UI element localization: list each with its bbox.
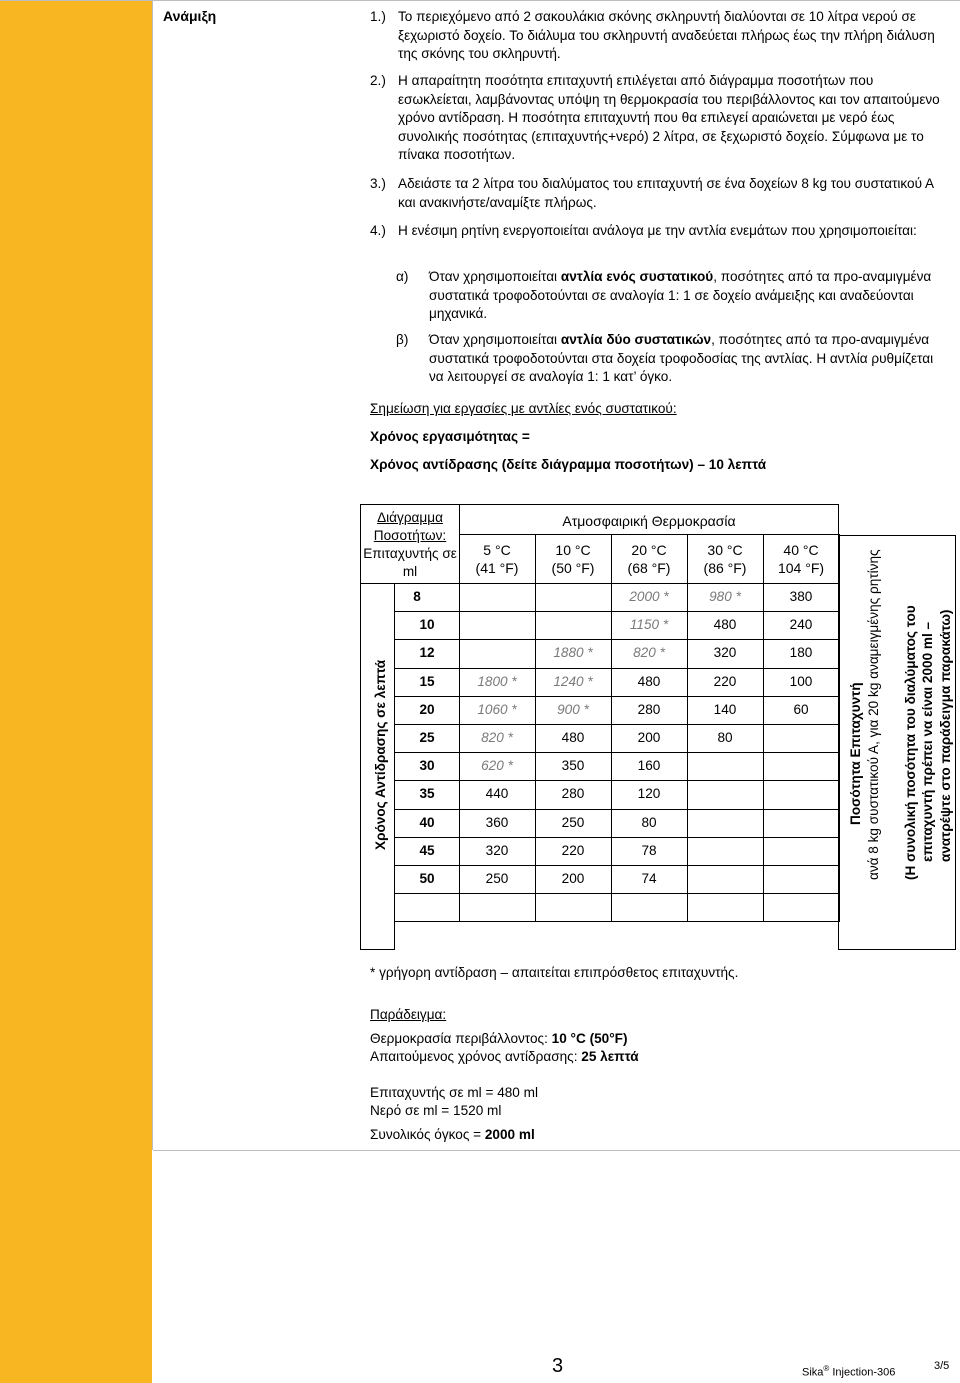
step-4 xyxy=(370,222,945,241)
temp-fahrenheit: (50 °F) xyxy=(551,560,595,576)
dosage-value: 350 xyxy=(561,758,585,773)
dosage-value: 180 xyxy=(789,645,813,660)
dosage-value: 160 xyxy=(637,758,661,773)
reaction-time: 30 xyxy=(419,758,435,773)
dosage-value: 2000 * xyxy=(629,589,669,604)
step-text: Η ενέσιμη ρητίνη ενεργοποιείται ανάλογα με την αντλία ενεμάτων που χρησιμοποιείται: xyxy=(398,223,917,238)
dosage-value: 1150 * xyxy=(629,617,669,632)
step-number: 1.) xyxy=(370,9,386,24)
option-label: α) xyxy=(396,269,409,284)
right-label-normal: ανά 8 kg συστατικού Α, για 20 kg αναμειγμένης ρητίνης xyxy=(866,549,881,880)
right-label-note-3: ανατρέψτε στο παράδειγμα παρακάτω) xyxy=(938,609,953,862)
dosage-cell xyxy=(459,893,536,922)
step-1 xyxy=(370,8,945,64)
dosage-cell xyxy=(535,611,612,640)
dosage-cell xyxy=(763,752,840,781)
dosage-value: 320 xyxy=(713,645,737,660)
step-text: Αδειάστε τα 2 λίτρα του διαλύματος του επιταχυντή σε ένα δοχείων 8 kg του συστατικού Α και ανακινήστε/αναμίξτε πλήρως. xyxy=(398,176,934,210)
step-2 xyxy=(370,72,945,165)
corner-subtitle: Επιταχυντής σε ml xyxy=(363,546,457,579)
dosage-value: 250 xyxy=(485,871,509,886)
note-line-1: Χρόνος εργασιμότητας = xyxy=(370,429,530,444)
temp-fahrenheit: (41 °F) xyxy=(475,560,519,576)
example-time: Απαιτούμενος χρόνος αντίδρασης: 25 λεπτά xyxy=(370,1049,639,1064)
example-temp: Θερμοκρασία περιβάλλοντος: 10 °C (50°F) xyxy=(370,1031,628,1046)
dosage-value: 320 xyxy=(485,843,509,858)
reaction-time: 12 xyxy=(419,645,435,660)
footer-product: Sika® Injection-306 xyxy=(802,1364,896,1379)
dosage-value: 1060 * xyxy=(477,702,517,717)
dosage-cell xyxy=(763,893,840,922)
chart-title: Διάγραμμα Ποσοτήτων: xyxy=(373,510,447,543)
reaction-time: 35 xyxy=(419,786,435,801)
reaction-time: 8 xyxy=(413,589,421,604)
dosage-value: 820 * xyxy=(633,645,665,660)
dosage-value: 140 xyxy=(713,702,737,717)
section-title: Ανάμιξη xyxy=(163,8,217,24)
dosage-value: 1240 * xyxy=(553,674,593,689)
dosage-value: 200 xyxy=(637,730,661,745)
dosage-value: 80 xyxy=(641,815,657,830)
dosage-value: 60 xyxy=(793,702,809,717)
dosage-value: 220 xyxy=(713,674,737,689)
dosage-value: 380 xyxy=(789,589,813,604)
temp-celsius: 30 °C xyxy=(707,542,743,558)
right-label-note-2: επιταχυντή πρέπει να είναι 2000 ml – xyxy=(920,621,935,862)
dosage-cell xyxy=(687,837,764,866)
dosage-cell xyxy=(687,865,764,894)
reaction-time: 50 xyxy=(419,871,435,886)
dosage-value: 1800 * xyxy=(477,674,517,689)
dosage-cell xyxy=(687,893,764,922)
row-axis-label: Χρόνος Αντίδρασης σε λεπτά xyxy=(373,659,388,850)
dosage-cell xyxy=(459,583,536,612)
dosage-cell xyxy=(687,752,764,781)
reaction-time: 15 xyxy=(419,674,435,689)
dosage-cell xyxy=(535,893,612,922)
dosage-value: 280 xyxy=(637,702,661,717)
step-number: 2.) xyxy=(370,73,386,88)
temp-group-label: Ατμοσφαιρική Θερμοκρασία xyxy=(562,513,736,529)
option-label: β) xyxy=(396,332,409,347)
temp-celsius: 10 °C xyxy=(555,542,591,558)
left-color-bar xyxy=(0,0,152,1383)
dosage-cell xyxy=(763,780,840,810)
dosage-cell xyxy=(459,639,536,669)
option-text: Όταν χρησιμοποιείται αντλία ενός συστατικού, ποσότητες από τα προ-αναμιγμένα συστατικά τροφοδοτούνται σε αναλογία 1: 1 σε δοχείο ανάμειξης και αναδεύονται μηχανικά. xyxy=(429,269,932,321)
dosage-value: 220 xyxy=(561,843,585,858)
dosage-value: 250 xyxy=(561,815,585,830)
example-total: Συνολικός όγκος = 2000 ml xyxy=(370,1127,535,1142)
dosage-value: 480 xyxy=(713,617,737,632)
dosage-value: 74 xyxy=(641,871,657,886)
dosage-value: 900 * xyxy=(557,702,589,717)
column-divider xyxy=(152,0,153,1150)
option-a xyxy=(396,268,946,324)
step-number: 3.) xyxy=(370,176,386,191)
dosage-value: 1880 * xyxy=(553,645,593,660)
dosage-value: 120 xyxy=(637,786,661,801)
step-text: Το περιεχόμενο από 2 σακουλάκια σκόνης σκληρυντή διαλύονται σε 10 λίτρα νερού σε ξεχωριστό δοχείο. Το διάλυμα του σκληρυντή αναδεύεται πλήρως έως την πλήρη διάλυση της σκόνης του σκληρυντή. xyxy=(398,9,935,61)
dosage-value: 240 xyxy=(789,617,813,632)
reaction-time: 40 xyxy=(419,815,435,830)
temp-celsius: 40 °C xyxy=(783,542,819,558)
page-number: 3 xyxy=(552,1355,564,1377)
dosage-cell xyxy=(763,865,840,894)
temp-fahrenheit: (68 °F) xyxy=(627,560,671,576)
dosage-value: 78 xyxy=(641,843,657,858)
right-label-bold: Ποσότητα Επιταχυντή xyxy=(848,682,863,825)
option-text: Όταν χρησιμοποιείται αντλία δύο συστατικών, ποσότητες από τα προ-αναμιγμένα συστατικά τροφοδοτούνται στα δοχεία τροφοδοσίας της αντλίας. Η αντλία ρυθμίζεται να λειτουργεί σε αναλογία 1: 1 κατ’ όγκο. xyxy=(429,332,934,384)
dosage-value: 200 xyxy=(561,871,585,886)
example-accelerator: Επιταχυντής σε ml = 480 ml xyxy=(370,1085,538,1100)
example-heading: Παράδειγμα: xyxy=(370,1007,447,1022)
dosage-value: 480 xyxy=(561,730,585,745)
temp-celsius: 20 °C xyxy=(631,542,667,558)
reaction-time: 25 xyxy=(419,730,435,745)
note-line-2: Χρόνος αντίδρασης (δείτε διάγραμμα ποσοτήτων) – 10 λεπτά xyxy=(370,457,767,472)
reaction-time: 45 xyxy=(419,843,435,858)
step-text: Η απαραίτητη ποσότητα επιταχυντή επιλέγεται από διάγραμμα ποσοτήτων που εσωκλείεται, λαμβάνοντας υπόψη τη θερμοκρασία του περιβάλλοντος και τον απαιτούμενο χρόνο αντίδραση. Η ποσότητα επιταχυντή που θα επιλεγεί αραιώνεται με νερό έως συνολικής ποσότητας (επιταχυντής+νερό) 2 λίτρα, σε ξεχωριστό δοχείο. Σύμφωνα με το πίνακα ποσοτήτων. xyxy=(398,73,940,162)
dosage-value: 80 xyxy=(717,730,733,745)
dosage-cell xyxy=(611,893,688,922)
step-number: 4.) xyxy=(370,223,386,238)
dosage-value: 480 xyxy=(637,674,661,689)
dosage-cell xyxy=(763,837,840,866)
dosage-cell xyxy=(763,809,840,838)
dosage-value: 620 * xyxy=(481,758,513,773)
dosage-cell xyxy=(535,583,612,612)
step-3 xyxy=(370,175,945,212)
temp-fahrenheit: (86 °F) xyxy=(703,560,747,576)
right-label-note-1: (Η συνολική ποσότητα του διαλύματος του xyxy=(903,605,918,880)
dosage-value: 820 * xyxy=(481,730,513,745)
example-water: Νερό σε ml = 1520 ml xyxy=(370,1103,502,1118)
option-b xyxy=(396,331,946,387)
dosage-value: 280 xyxy=(561,786,585,801)
temp-celsius: 5 °C xyxy=(483,542,511,558)
dosage-cell xyxy=(459,611,536,640)
dosage-value: 440 xyxy=(485,786,509,801)
dosage-value: 360 xyxy=(485,815,509,830)
time-cell xyxy=(394,893,460,922)
top-rule xyxy=(0,0,960,1)
footnote: * γρήγορη αντίδραση – απαιτείται επιπρόσθετος επιταχυντής. xyxy=(370,965,739,980)
dosage-value: 100 xyxy=(789,674,813,689)
note-heading: Σημείωση για εργασίες με αντλίες ενός συστατικού: xyxy=(370,401,677,416)
bottom-rule xyxy=(153,1150,960,1151)
dosage-cell xyxy=(687,809,764,838)
page-of: 3/5 xyxy=(934,1360,950,1372)
dosage-cell xyxy=(687,780,764,810)
temp-fahrenheit: 104 °F) xyxy=(777,560,825,576)
dosage-cell xyxy=(763,724,840,753)
reaction-time: 10 xyxy=(419,617,435,632)
reaction-time: 20 xyxy=(419,702,435,717)
dosage-value: 980 * xyxy=(709,589,741,604)
